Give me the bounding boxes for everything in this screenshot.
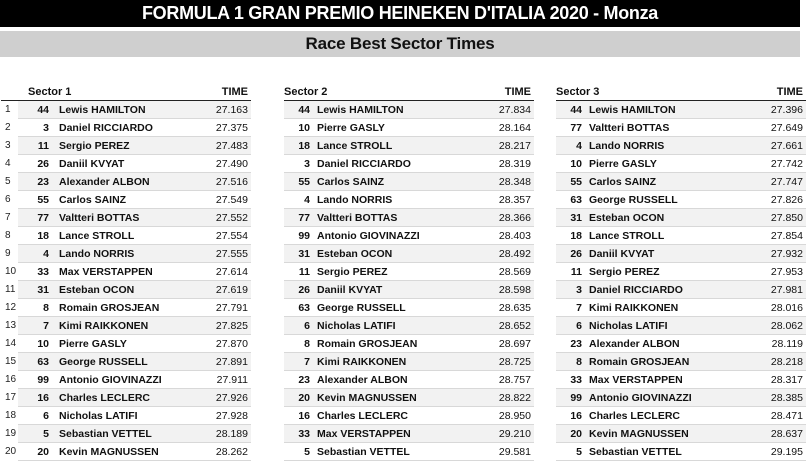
table-row — [556, 317, 806, 335]
car-number-cell: 44 — [298, 104, 310, 116]
car-number-cell: 26 — [37, 158, 49, 170]
car-number-cell: 33 — [298, 428, 310, 440]
car-number-cell: 10 — [298, 122, 310, 134]
car-number-cell: 23 — [298, 374, 310, 386]
sector-time-cell: 27.953 — [770, 266, 803, 278]
table-row — [556, 119, 806, 137]
driver-name-cell: Alexander ALBON — [317, 374, 408, 386]
driver-name-cell: Daniel RICCIARDO — [317, 158, 411, 170]
table-row — [284, 407, 534, 425]
sector-time-cell: 28.403 — [498, 230, 531, 242]
table-row — [284, 119, 534, 137]
sector-3-title: Sector 3 — [556, 86, 600, 98]
car-number-cell: 31 — [298, 248, 310, 260]
driver-name-cell: Carlos SAINZ — [589, 176, 657, 188]
table-row — [556, 191, 806, 209]
position-cell: 18 — [0, 407, 18, 425]
table-row — [284, 389, 534, 407]
car-number-cell: 5 — [304, 446, 310, 458]
driver-name-cell: Carlos SAINZ — [317, 176, 385, 188]
driver-name-cell: Kevin MAGNUSSEN — [317, 392, 417, 404]
table-row — [556, 209, 806, 227]
driver-name-cell: Esteban OCON — [589, 212, 665, 224]
driver-name-cell: Daniil KVYAT — [317, 284, 383, 296]
position-cell: 14 — [0, 335, 18, 353]
driver-name-cell: Lance STROLL — [59, 230, 135, 242]
table-row — [284, 371, 534, 389]
table-row — [284, 317, 534, 335]
driver-name-cell: Sergio PEREZ — [59, 140, 130, 152]
driver-name-cell: Esteban OCON — [59, 284, 135, 296]
car-number-cell: 63 — [298, 302, 310, 314]
sector-time-cell: 28.950 — [498, 410, 531, 422]
sector-time-cell: 27.826 — [770, 194, 803, 206]
time-column-header: TIME — [776, 86, 803, 98]
sector-time-cell: 27.554 — [215, 230, 248, 242]
car-number-cell: 4 — [43, 248, 49, 260]
sector-time-cell: 28.366 — [498, 212, 531, 224]
car-number-cell: 55 — [37, 194, 49, 206]
driver-name-cell: Kevin MAGNUSSEN — [59, 446, 159, 458]
car-number-cell: 6 — [43, 410, 49, 422]
table-row — [284, 281, 534, 299]
sector-time-cell: 29.195 — [770, 446, 803, 458]
driver-name-cell: Lewis HAMILTON — [317, 104, 404, 116]
driver-name-cell: Sergio PEREZ — [589, 266, 660, 278]
table-row — [284, 173, 534, 191]
sector-time-cell: 27.619 — [215, 284, 248, 296]
sector-time-cell: 27.549 — [215, 194, 248, 206]
table-row — [1, 191, 251, 209]
table-row — [1, 155, 251, 173]
sector-time-cell: 28.262 — [215, 446, 248, 458]
sector-time-cell: 27.747 — [770, 176, 803, 188]
driver-name-cell: Kimi RAIKKONEN — [589, 302, 679, 314]
car-number-cell: 8 — [576, 356, 582, 368]
sector-time-cell: 27.516 — [215, 176, 248, 188]
car-number-cell: 7 — [43, 320, 49, 332]
table-row — [556, 371, 806, 389]
position-cell: 12 — [0, 299, 18, 317]
table-row — [1, 281, 251, 299]
sector-time-cell: 27.483 — [215, 140, 248, 152]
position-cell: 5 — [0, 173, 18, 191]
car-number-cell: 6 — [304, 320, 310, 332]
sector-time-cell: 28.635 — [498, 302, 531, 314]
table-row — [556, 443, 806, 461]
car-number-cell: 99 — [298, 230, 310, 242]
car-number-cell: 3 — [304, 158, 310, 170]
sector-time-cell: 27.926 — [215, 392, 248, 404]
sector-time-cell: 27.911 — [216, 374, 248, 386]
car-number-cell: 6 — [576, 320, 582, 332]
table-row — [1, 173, 251, 191]
driver-name-cell: Kevin MAGNUSSEN — [589, 428, 689, 440]
driver-name-cell: George RUSSELL — [317, 302, 406, 314]
table-row — [284, 191, 534, 209]
driver-name-cell: George RUSSELL — [589, 194, 678, 206]
car-number-cell: 20 — [37, 446, 49, 458]
driver-name-cell: Kimi RAIKKONEN — [317, 356, 407, 368]
sector-time-cell: 27.555 — [215, 248, 248, 260]
sector-time-cell: 28.471 — [770, 410, 803, 422]
driver-name-cell: Daniil KVYAT — [59, 158, 125, 170]
table-row — [1, 425, 251, 443]
table-row — [1, 101, 251, 119]
table-row — [284, 443, 534, 461]
driver-name-cell: Nicholas LATIFI — [317, 320, 396, 332]
sector-time-cell: 27.870 — [215, 338, 248, 350]
driver-name-cell: Alexander ALBON — [59, 176, 150, 188]
car-number-cell: 5 — [43, 428, 49, 440]
sector-time-cell: 28.652 — [498, 320, 531, 332]
position-cell: 15 — [0, 353, 18, 371]
sector-time-cell: 28.217 — [498, 140, 531, 152]
table-row — [556, 263, 806, 281]
car-number-cell: 16 — [570, 410, 582, 422]
sector-time-cell: 28.062 — [770, 320, 803, 332]
sector-time-cell: 28.569 — [498, 266, 531, 278]
sector-time-cell: 27.614 — [215, 266, 248, 278]
driver-name-cell: Lance STROLL — [317, 140, 393, 152]
sector-time-cell: 27.791 — [215, 302, 248, 314]
table-row — [556, 155, 806, 173]
car-number-cell: 11 — [570, 266, 582, 278]
sector-2-header — [284, 84, 534, 101]
sector-time-cell: 27.396 — [770, 104, 803, 116]
sector-time-cell: 28.348 — [498, 176, 531, 188]
driver-name-cell: Valtteri BOTTAS — [317, 212, 398, 224]
table-row — [284, 245, 534, 263]
driver-name-cell: Antonio GIOVINAZZI — [59, 374, 162, 386]
time-column-header: TIME — [221, 86, 248, 98]
position-cell: 6 — [0, 191, 18, 209]
driver-name-cell: Pierre GASLY — [317, 122, 385, 134]
driver-name-cell: Antonio GIOVINAZZI — [317, 230, 420, 242]
driver-name-cell: George RUSSELL — [59, 356, 148, 368]
car-number-cell: 20 — [298, 392, 310, 404]
driver-name-cell: Antonio GIOVINAZZI — [589, 392, 692, 404]
table-row — [1, 299, 251, 317]
car-number-cell: 8 — [304, 338, 310, 350]
car-number-cell: 16 — [37, 392, 49, 404]
sector-1-rows — [1, 101, 251, 461]
driver-name-cell: Sergio PEREZ — [317, 266, 388, 278]
car-number-cell: 4 — [304, 194, 310, 206]
position-cell: 1 — [0, 101, 18, 119]
sector-time-cell: 28.637 — [770, 428, 803, 440]
car-number-cell: 31 — [37, 284, 49, 296]
position-cell: 8 — [0, 227, 18, 245]
car-number-cell: 16 — [298, 410, 310, 422]
car-number-cell: 3 — [576, 284, 582, 296]
driver-name-cell: Romain GROSJEAN — [317, 338, 418, 350]
driver-name-cell: Sebastian VETTEL — [317, 446, 410, 458]
position-cell: 11 — [0, 281, 18, 299]
table-row — [556, 353, 806, 371]
table-row — [1, 227, 251, 245]
sector-time-cell: 27.649 — [770, 122, 803, 134]
position-cell: 19 — [0, 425, 18, 443]
car-number-cell: 5 — [576, 446, 582, 458]
car-number-cell: 8 — [43, 302, 49, 314]
driver-name-cell: Daniel RICCIARDO — [589, 284, 683, 296]
car-number-cell: 7 — [304, 356, 310, 368]
sector-2-table — [284, 84, 534, 461]
driver-name-cell: Daniel RICCIARDO — [59, 122, 153, 134]
sector-time-cell: 27.834 — [498, 104, 531, 116]
sector-time-cell: 27.742 — [770, 158, 803, 170]
sector-time-cell: 27.850 — [770, 212, 803, 224]
table-row — [556, 335, 806, 353]
sector-time-cell: 27.932 — [770, 248, 803, 260]
car-number-cell: 44 — [570, 104, 582, 116]
sector-time-cell: 28.725 — [498, 356, 531, 368]
driver-name-cell: Nicholas LATIFI — [59, 410, 138, 422]
sector-time-cell: 27.825 — [215, 320, 248, 332]
car-number-cell: 18 — [570, 230, 582, 242]
driver-name-cell: Valtteri BOTTAS — [59, 212, 140, 224]
table-row — [1, 335, 251, 353]
sector-1-title: Sector 1 — [28, 86, 72, 98]
sector-time-cell: 28.016 — [770, 302, 803, 314]
sector-time-cell: 27.891 — [215, 356, 248, 368]
driver-name-cell: Pierre GASLY — [589, 158, 657, 170]
driver-name-cell: Max VERSTAPPEN — [589, 374, 683, 386]
driver-name-cell: Sebastian VETTEL — [59, 428, 152, 440]
car-number-cell: 63 — [570, 194, 582, 206]
table-row — [284, 335, 534, 353]
car-number-cell: 33 — [570, 374, 582, 386]
table-row — [284, 425, 534, 443]
table-row — [284, 299, 534, 317]
sector-time-cell: 28.697 — [498, 338, 531, 350]
driver-name-cell: Pierre GASLY — [59, 338, 127, 350]
car-number-cell: 4 — [576, 140, 582, 152]
table-row — [284, 263, 534, 281]
table-row — [284, 101, 534, 119]
table-row — [1, 317, 251, 335]
table-row — [556, 137, 806, 155]
position-cell: 10 — [0, 263, 18, 281]
table-row — [1, 407, 251, 425]
car-number-cell: 77 — [37, 212, 49, 224]
table-row — [1, 443, 251, 461]
table-row — [1, 245, 251, 263]
driver-name-cell: Kimi RAIKKONEN — [59, 320, 149, 332]
car-number-cell: 11 — [298, 266, 310, 278]
driver-name-cell: Lando NORRIS — [589, 140, 665, 152]
driver-name-cell: Nicholas LATIFI — [589, 320, 668, 332]
car-number-cell: 26 — [298, 284, 310, 296]
table-row — [1, 263, 251, 281]
driver-name-cell: Sebastian VETTEL — [589, 446, 682, 458]
position-cell: 4 — [0, 155, 18, 173]
driver-name-cell: Charles LECLERC — [59, 392, 151, 404]
position-cell: 13 — [0, 317, 18, 335]
table-row — [556, 281, 806, 299]
driver-name-cell: Romain GROSJEAN — [59, 302, 160, 314]
sector-time-cell: 28.164 — [498, 122, 531, 134]
position-cell: 16 — [0, 371, 18, 389]
car-number-cell: 11 — [37, 140, 49, 152]
sector-time-cell: 27.552 — [215, 212, 248, 224]
car-number-cell: 44 — [37, 104, 49, 116]
position-cell: 17 — [0, 389, 18, 407]
driver-name-cell: Lando NORRIS — [59, 248, 135, 260]
car-number-cell: 10 — [37, 338, 49, 350]
position-cell: 9 — [0, 245, 18, 263]
sector-time-cell: 28.189 — [215, 428, 248, 440]
sector-time-cell: 28.317 — [770, 374, 803, 386]
position-cell: 3 — [0, 137, 18, 155]
table-row — [556, 101, 806, 119]
sector-time-cell: 27.661 — [770, 140, 803, 152]
sector-time-cell: 27.928 — [215, 410, 248, 422]
driver-name-cell: Charles LECLERC — [317, 410, 409, 422]
driver-name-cell: Valtteri BOTTAS — [589, 122, 670, 134]
car-number-cell: 55 — [298, 176, 310, 188]
sector-time-cell: 28.757 — [498, 374, 531, 386]
page-title: FORMULA 1 GRAN PREMIO HEINEKEN D'ITALIA 2020 - Monza — [0, 0, 800, 27]
sector-time-cell: 28.822 — [498, 392, 531, 404]
car-number-cell: 31 — [570, 212, 582, 224]
table-row — [556, 245, 806, 263]
table-row — [1, 137, 251, 155]
car-number-cell: 99 — [37, 374, 49, 386]
driver-name-cell: Romain GROSJEAN — [589, 356, 690, 368]
position-cell: 20 — [0, 443, 18, 461]
sector-time-cell: 27.981 — [770, 284, 803, 296]
position-cell: 2 — [0, 119, 18, 137]
sector-2-rows — [284, 101, 534, 461]
table-row — [1, 371, 251, 389]
driver-name-cell: Lance STROLL — [589, 230, 665, 242]
sector-time-cell: 28.319 — [498, 158, 531, 170]
sector-1-header — [1, 84, 251, 101]
driver-name-cell: Charles LECLERC — [589, 410, 681, 422]
sector-time-cell: 27.163 — [215, 104, 248, 116]
driver-name-cell: Lando NORRIS — [317, 194, 393, 206]
car-number-cell: 18 — [37, 230, 49, 242]
driver-name-cell: Daniil KVYAT — [589, 248, 655, 260]
table-row — [284, 137, 534, 155]
table-row — [1, 389, 251, 407]
sector-time-cell: 28.119 — [771, 338, 803, 350]
car-number-cell: 26 — [570, 248, 582, 260]
table-row — [556, 407, 806, 425]
table-row — [1, 353, 251, 371]
sector-time-cell: 28.218 — [770, 356, 803, 368]
sector-time-cell: 29.210 — [498, 428, 531, 440]
table-row — [556, 227, 806, 245]
sector-time-cell: 28.357 — [498, 194, 531, 206]
table-row — [556, 299, 806, 317]
driver-name-cell: Esteban OCON — [317, 248, 393, 260]
driver-name-cell: Lewis HAMILTON — [59, 104, 146, 116]
car-number-cell: 63 — [37, 356, 49, 368]
car-number-cell: 3 — [43, 122, 49, 134]
car-number-cell: 33 — [37, 266, 49, 278]
table-row — [284, 227, 534, 245]
sector-1-table — [1, 84, 251, 461]
table-row — [556, 389, 806, 407]
driver-name-cell: Max VERSTAPPEN — [317, 428, 411, 440]
sector-time-cell: 28.598 — [498, 284, 531, 296]
car-number-cell: 77 — [570, 122, 582, 134]
table-row — [284, 353, 534, 371]
car-number-cell: 55 — [570, 176, 582, 188]
sector-time-cell: 28.385 — [770, 392, 803, 404]
driver-name-cell: Max VERSTAPPEN — [59, 266, 153, 278]
table-row — [556, 173, 806, 191]
sector-time-cell: 27.854 — [770, 230, 803, 242]
sector-2-title: Sector 2 — [284, 86, 328, 98]
table-row — [284, 209, 534, 227]
car-number-cell: 23 — [37, 176, 49, 188]
car-number-cell: 10 — [570, 158, 582, 170]
sector-time-cell: 27.375 — [215, 122, 248, 134]
car-number-cell: 23 — [570, 338, 582, 350]
table-row — [1, 119, 251, 137]
car-number-cell: 7 — [576, 302, 582, 314]
sector-time-cell: 28.492 — [498, 248, 531, 260]
sector-3-table — [556, 84, 806, 461]
table-row — [1, 209, 251, 227]
time-column-header: TIME — [504, 86, 531, 98]
position-cell: 7 — [0, 209, 18, 227]
driver-name-cell: Carlos SAINZ — [59, 194, 127, 206]
car-number-cell: 20 — [570, 428, 582, 440]
car-number-cell: 99 — [570, 392, 582, 404]
sector-3-header — [556, 84, 806, 101]
car-number-cell: 18 — [298, 140, 310, 152]
car-number-cell: 77 — [298, 212, 310, 224]
driver-name-cell: Alexander ALBON — [589, 338, 680, 350]
table-row — [556, 425, 806, 443]
page-subtitle: Race Best Sector Times — [0, 31, 800, 57]
sector-3-rows — [556, 101, 806, 461]
sector-time-cell: 27.490 — [215, 158, 248, 170]
driver-name-cell: Lewis HAMILTON — [589, 104, 676, 116]
table-row — [284, 155, 534, 173]
sector-time-cell: 29.581 — [498, 446, 531, 458]
